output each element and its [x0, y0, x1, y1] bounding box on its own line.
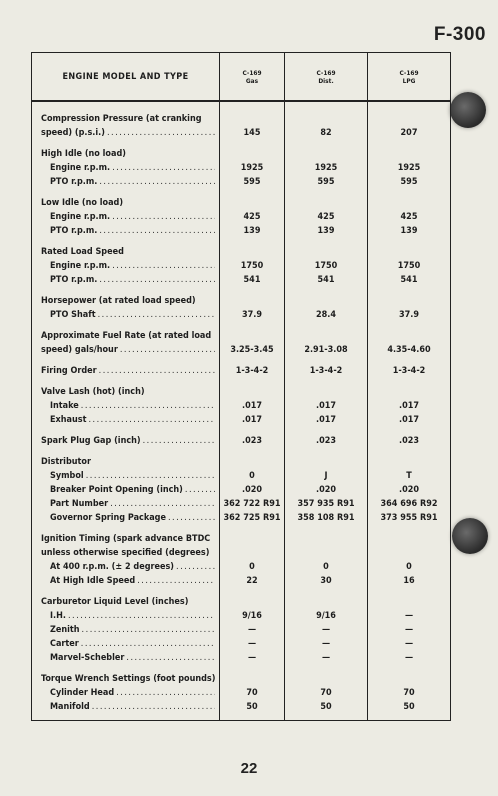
spec-value: 1925: [314, 163, 338, 173]
spec-value: 541: [317, 275, 335, 285]
spec-value-cell-2: [285, 101, 368, 140]
spec-item-label: PTO r.p.m. .....: [41, 224, 215, 238]
table-header-row: [32, 53, 451, 102]
spec-value-cell-1: [220, 448, 285, 525]
spec-value: .023: [316, 436, 336, 446]
spec-value-cell-2: [285, 378, 368, 427]
spec-label-cell: [32, 287, 220, 322]
padding-cell: [285, 714, 368, 721]
spec-section-row: [32, 140, 451, 189]
dot-leader: [99, 224, 215, 238]
spec-label-cell: [32, 378, 220, 427]
spec-value: —: [247, 653, 257, 663]
spec-section-row: [32, 101, 451, 140]
spec-value: 9/16: [316, 611, 336, 621]
spec-value: —: [247, 625, 257, 635]
dot-leader: [86, 469, 215, 483]
spec-value-cell-1: [220, 588, 285, 665]
spec-value-cell-1: [220, 378, 285, 427]
spec-value: 3.25-3.45: [230, 345, 274, 355]
spec-value: —: [404, 625, 414, 635]
spec-value: 425: [317, 212, 335, 222]
spec-value: 1-3-4-2: [235, 366, 269, 376]
table-body: [32, 101, 451, 721]
spec-value-cell-2: [285, 665, 368, 714]
spec-value: 37.9: [242, 310, 262, 320]
dot-leader: [82, 623, 215, 637]
spec-item-label: Intake .....: [41, 399, 215, 413]
spec-value: 358 108 R91: [297, 513, 355, 523]
dot-leader: [99, 364, 215, 378]
spec-value-cell-3: [368, 101, 451, 140]
spec-value-cell-1: [220, 665, 285, 714]
dot-leader: [81, 637, 215, 651]
spec-value-cell-3: [368, 665, 451, 714]
spec-value: 1750: [240, 261, 264, 271]
spec-value: 541: [400, 275, 418, 285]
spec-value: 362 722 R91: [223, 499, 281, 509]
spec-item-label: PTO Shaft .....: [41, 308, 215, 322]
spec-value-cell-3: [368, 525, 451, 588]
spec-value-cell-2: [285, 238, 368, 287]
dot-leader: [98, 308, 215, 322]
spec-value-cell-3: [368, 448, 451, 525]
spec-value-cell-1: [220, 322, 285, 357]
spec-label-cell: [32, 238, 220, 287]
spec-item-label: Spark Plug Gap (inch) .....: [41, 434, 215, 448]
spec-value: .023: [242, 436, 262, 446]
spec-value: .017: [399, 415, 419, 425]
spec-value-cell-1: [220, 189, 285, 238]
dot-leader: [176, 560, 215, 574]
spec-value: 4.35-4.60: [387, 345, 431, 355]
spec-value: —: [404, 639, 414, 649]
spec-value: 50: [403, 702, 415, 712]
spec-value: .020: [242, 485, 262, 495]
spec-section-row: [32, 189, 451, 238]
spec-value: 1925: [397, 163, 421, 173]
dot-leader: [137, 574, 215, 588]
spec-value: 139: [317, 226, 335, 236]
spec-value-cell-1: [220, 287, 285, 322]
dot-leader: [88, 413, 215, 427]
spec-value: —: [404, 653, 414, 663]
spec-value-cell-3: [368, 189, 451, 238]
spec-section-row: [32, 427, 451, 448]
spec-section-row: [32, 287, 451, 322]
spec-section-title: Torque Wrench Settings (foot pounds): [41, 674, 215, 684]
page-tag: F-300: [433, 24, 486, 45]
spec-value-cell-2: [285, 448, 368, 525]
spec-value: 357 935 R91: [297, 499, 355, 509]
spec-value: 22: [246, 576, 258, 586]
spec-value-cell-1: [220, 357, 285, 378]
binder-hole: [452, 518, 488, 554]
spec-value-cell-2: [285, 189, 368, 238]
spec-value-cell-2: [285, 140, 368, 189]
spec-item-label: Zenith .....: [41, 623, 215, 637]
dot-leader: [112, 210, 215, 224]
spec-label-cell: [32, 588, 220, 665]
spec-value-cell-1: [220, 525, 285, 588]
spec-value: —: [404, 611, 414, 621]
spec-value: 37.9: [399, 310, 419, 320]
padding-cell: [220, 714, 285, 721]
spec-value: —: [321, 653, 331, 663]
spec-value-cell-1: [220, 427, 285, 448]
spec-value: J: [324, 471, 328, 481]
spec-section-title: unless otherwise specified (degrees): [41, 548, 210, 558]
spec-value-cell-2: [285, 322, 368, 357]
spec-label-cell: [32, 665, 220, 714]
dot-leader: [143, 434, 215, 448]
spec-value-cell-2: [285, 357, 368, 378]
spec-value: .017: [242, 401, 262, 411]
spec-value: 1925: [240, 163, 264, 173]
spec-item-label: Engine r.p.m. .....: [41, 210, 215, 224]
spec-label-cell: [32, 322, 220, 357]
spec-item-label: Manifold .....: [41, 700, 215, 714]
spec-label-cell: [32, 140, 220, 189]
spec-value: 1-3-4-2: [392, 366, 426, 376]
dot-leader: [92, 700, 215, 714]
spec-item-label: Governor Spring Package .....: [41, 511, 215, 525]
spec-value-cell-1: [220, 140, 285, 189]
spec-value: 1750: [314, 261, 338, 271]
spec-value-cell-3: [368, 322, 451, 357]
spec-value: 541: [243, 275, 261, 285]
dot-leader: [112, 259, 215, 273]
spec-item-label: Firing Order .....: [41, 364, 215, 378]
spec-value-cell-3: [368, 357, 451, 378]
spec-value: 50: [246, 702, 258, 712]
spec-item-label: speed) (p.s.i.) .....: [41, 126, 215, 140]
spec-section-title: Compression Pressure (at cranking: [41, 114, 202, 124]
spec-section-title: Carburetor Liquid Level (inches): [41, 597, 189, 607]
spec-label-cell: [32, 427, 220, 448]
dot-leader: [126, 651, 215, 665]
padding-cell: [32, 714, 220, 721]
spec-value: 0: [249, 562, 255, 572]
spec-value: .017: [316, 415, 336, 425]
spec-value: 28.4: [316, 310, 336, 320]
spec-item-label: Part Number .....: [41, 497, 215, 511]
dot-leader: [168, 511, 215, 525]
spec-section-row: [32, 448, 451, 525]
spec-value: 364 696 R92: [380, 499, 438, 509]
spec-item-label: Engine r.p.m. .....: [41, 259, 215, 273]
spec-value: 70: [403, 688, 415, 698]
column-header-engine-model: ENGINE MODEL AND TYPE: [32, 53, 220, 102]
spec-label-cell: [32, 448, 220, 525]
engine-spec-table: [31, 52, 451, 721]
spec-value: .017: [399, 401, 419, 411]
spec-label-cell: [32, 101, 220, 140]
spec-value-cell-2: [285, 588, 368, 665]
spec-section-title: Approximate Fuel Rate (at rated load: [41, 331, 212, 341]
dot-leader: [107, 126, 215, 140]
column-header-model-1: C-169 Gas: [220, 53, 285, 102]
spec-value: 70: [320, 688, 332, 698]
spec-section-title: Rated Load Speed: [41, 247, 124, 257]
spec-section-row: [32, 588, 451, 665]
spec-value: 2.91-3.08: [304, 345, 348, 355]
spec-value-cell-3: [368, 238, 451, 287]
spec-value: 425: [400, 212, 418, 222]
table-bottom-padding: [32, 714, 451, 721]
spec-item-label: Cylinder Head .....: [41, 686, 215, 700]
spec-value-cell-3: [368, 588, 451, 665]
spec-value: —: [247, 639, 257, 649]
spec-value: 0: [406, 562, 412, 572]
spec-value: 50: [320, 702, 332, 712]
spec-value-cell-2: [285, 287, 368, 322]
dot-leader: [112, 161, 215, 175]
spec-value: .020: [316, 485, 336, 495]
spec-value: 595: [317, 177, 335, 187]
page-number: 22: [240, 760, 258, 777]
spec-value-cell-2: [285, 525, 368, 588]
spec-label-cell: [32, 189, 220, 238]
spec-value: 362 725 R91: [223, 513, 281, 523]
dot-leader: [99, 273, 215, 287]
spec-value: —: [321, 639, 331, 649]
spec-section-title: Low Idle (no load): [41, 198, 124, 208]
spec-value: 16: [403, 576, 415, 586]
spec-value-cell-2: [285, 427, 368, 448]
spec-item-label: Exhaust .....: [41, 413, 215, 427]
dot-leader: [68, 609, 215, 623]
spec-value: 595: [243, 177, 261, 187]
dot-leader: [185, 483, 215, 497]
dot-leader: [110, 497, 215, 511]
spec-item-label: PTO r.p.m. .....: [41, 175, 215, 189]
spec-section-title: Horsepower (at rated load speed): [41, 296, 196, 306]
spec-section-row: [32, 238, 451, 287]
spec-value-cell-1: [220, 238, 285, 287]
dot-leader: [120, 343, 215, 357]
spec-item-label: speed) gals/hour .....: [41, 343, 215, 357]
spec-section-title: Distributor: [41, 457, 91, 467]
spec-section-row: [32, 322, 451, 357]
spec-item-label: At 400 r.p.m. (± 2 degrees) .....: [41, 560, 215, 574]
spec-section-row: [32, 357, 451, 378]
spec-item-label: Carter .....: [41, 637, 215, 651]
spec-value: 0: [323, 562, 329, 572]
spec-value: 1750: [397, 261, 421, 271]
spec-value: 145: [243, 128, 261, 138]
spec-value: 30: [320, 576, 332, 586]
spec-item-label: At High Idle Speed .....: [41, 574, 215, 588]
binder-hole: [450, 92, 486, 128]
spec-section-row: [32, 525, 451, 588]
spec-value: 207: [400, 128, 418, 138]
spec-label-cell: [32, 525, 220, 588]
spec-value: T: [406, 471, 412, 481]
spec-section-title: Valve Lash (hot) (inch): [41, 387, 145, 397]
spec-value: .023: [399, 436, 419, 446]
spec-item-label: I.H. .....: [41, 609, 215, 623]
spec-value: 70: [246, 688, 258, 698]
spec-value: 0: [249, 471, 255, 481]
spec-value: 9/16: [242, 611, 262, 621]
dot-leader: [99, 175, 215, 189]
spec-value: .017: [316, 401, 336, 411]
spec-value: 139: [243, 226, 261, 236]
spec-item-label: Marvel-Schebler .....: [41, 651, 215, 665]
spec-value-cell-3: [368, 427, 451, 448]
spec-value: 139: [400, 226, 418, 236]
spec-value-cell-3: [368, 140, 451, 189]
spec-value-cell-1: [220, 101, 285, 140]
column-header-model-3: C-169 LPG: [368, 53, 451, 102]
spec-value: 82: [320, 128, 332, 138]
spec-value: 425: [243, 212, 261, 222]
spec-value: .020: [399, 485, 419, 495]
spec-value: .017: [242, 415, 262, 425]
spec-value-cell-3: [368, 378, 451, 427]
spec-label-cell: [32, 357, 220, 378]
spec-item-label: Breaker Point Opening (inch) .....: [41, 483, 215, 497]
spec-section-row: [32, 378, 451, 427]
column-header-model-2: C-169 Dist.: [285, 53, 368, 102]
spec-value-cell-3: [368, 287, 451, 322]
spec-section-row: [32, 665, 451, 714]
spec-section-title: High Idle (no load): [41, 149, 126, 159]
spec-value: 595: [400, 177, 418, 187]
dot-leader: [116, 686, 215, 700]
padding-cell: [368, 714, 451, 721]
dot-leader: [81, 399, 215, 413]
spec-item-label: Engine r.p.m. .....: [41, 161, 215, 175]
spec-value: 1-3-4-2: [309, 366, 343, 376]
spec-section-title: Ignition Timing (spark advance BTDC: [41, 534, 211, 544]
spec-value: 373 955 R91: [380, 513, 438, 523]
spec-item-label: Symbol .....: [41, 469, 215, 483]
spec-item-label: PTO r.p.m. .....: [41, 273, 215, 287]
spec-value: —: [321, 625, 331, 635]
